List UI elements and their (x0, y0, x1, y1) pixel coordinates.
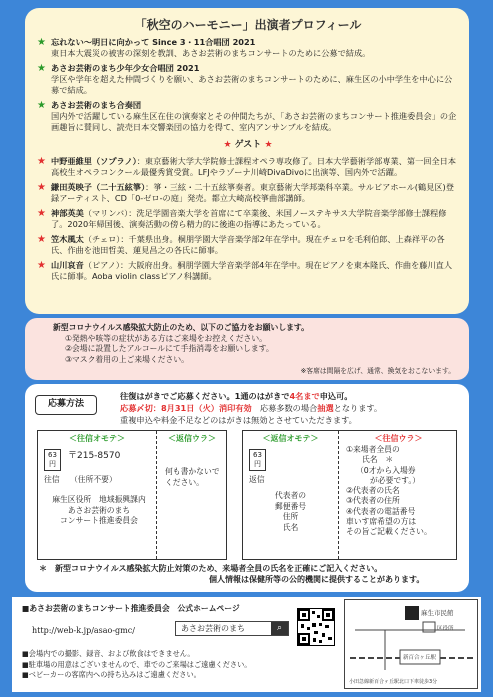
postcard-header: ＜往信オモテ＞ (69, 434, 125, 443)
group-name: あさお芸術のまち合奏団 (51, 100, 142, 110)
profile-panel (25, 8, 469, 314)
card-divider (338, 431, 339, 559)
apply-deadline: 応募〆切：8月31日（火）消印有効 (120, 403, 252, 413)
postcard-to: 返信 (249, 475, 265, 484)
body-line: 住所 (282, 512, 299, 521)
body-line: 氏名 (282, 522, 299, 532)
footnote-line: ＊ 新型コロナウイルス感染拡大防止対策のため、来場者全員の氏名を正確にご記入ください。 (39, 564, 383, 573)
guest-desc: （マリンバ）：洗足学園音楽大学を首席にて卒業後、米国ノーステキサス大学院音楽学部修士課程修了。2020年帰国後、演奏活動の傍ら精力的に後進の指導にあたっている。 (51, 208, 447, 229)
body-line: ④代表者の電話番号 (346, 506, 416, 516)
star-icon: ★ (37, 260, 46, 271)
group-name: 忘れない～明日に向かって Since 3・11合唱団 2021 (51, 37, 256, 47)
guest-entry (37, 260, 459, 282)
body-line: 車いす席希望の方は (346, 517, 417, 527)
qr-code-icon (297, 608, 335, 646)
search-icon[interactable]: ⌕ (271, 622, 288, 635)
star-icon: ★ (37, 182, 46, 193)
group-desc: 国内外で活躍している麻生区在住の演奏家とその仲間たちが、「あさお芸術のまちコンサート推進委員会」の企画趣旨に賛同し、読売日本交響楽団の協力を得て、室内アンサンブルを結成。 (51, 111, 457, 132)
apply-lottery: 抽選 (317, 403, 334, 413)
guest-name: 中野亜維里（ソプラノ） (51, 156, 137, 166)
star-icon: ★ (37, 234, 46, 245)
postcard-body: 何も書かないでください。 (165, 467, 220, 487)
body-line: その旨ご記載ください。 (346, 527, 432, 537)
map-note: 小田急線新百合ヶ丘駅北口下車徒歩3分 (349, 679, 438, 685)
profile-title: 「秋空のハーモニー」出演者プロフィール (134, 18, 362, 32)
group-desc: 東日本大震災の被害の深刻を教訓、あさお芸術のまちコンサートのために公募で結成。 (51, 48, 371, 58)
star-icon: ★ (223, 140, 232, 150)
search-input[interactable]: あさお芸術のまち (181, 624, 245, 633)
guest-desc: （ピアノ）：大阪府出身。桐朋学園大学音楽学部4年在学中。現在ピアノを東本隆氏、作曲を藤川直人氏に師事。Aoba violin classピアノ科講師。 (51, 260, 453, 281)
notice-item: ①発熱や咳等の症状がある方はご来場をお控えください。 (65, 333, 267, 343)
group-desc: 学区や学年を超えた仲間づくりを願い、あさお芸術のまちコンサートのために、麻生区の小中学生を中心に公募で結成。 (51, 74, 453, 95)
application-label: 応募方法 (35, 395, 97, 415)
postcard-address (44, 495, 154, 527)
footnote-line: 個人情報は保健所等の公的機関に提供することがあります。 (209, 575, 425, 584)
notice-item: ②会場に設置したアルコールにて手指消毒をお願いします。 (65, 344, 274, 353)
body-line: 氏名 ＊ (362, 455, 394, 465)
apply-line1: 往復はがきでご応募ください。1通のはがきで (120, 391, 290, 401)
postcard-body (346, 445, 454, 538)
notice-footnote: ※客席は間隔を広げ、通常、換気をおこないます。 (300, 366, 455, 375)
application-panel (25, 384, 469, 592)
application-text (120, 390, 382, 426)
star-icon: ★ (37, 37, 46, 48)
body-line: ③代表者の住所 (346, 496, 400, 506)
postcard-body (243, 491, 338, 533)
star-icon: ★ (37, 208, 46, 219)
map-ward-label: 区役所 (437, 626, 454, 632)
footer-note: ■駐車場の用意はございませんので、車でのご来場はご遠慮ください。 (22, 659, 252, 669)
map-hall-label: 麻生市民館 (421, 609, 454, 617)
guest-entry (37, 208, 459, 230)
postal-note: （住所不要） (70, 475, 117, 484)
postcard-to: 往信 (44, 475, 60, 484)
guest-desc: （チェロ）：千葉県出身。桐朋学園大学音楽学部2年在学中。現在チェロを毛利伯郎、上森祥平の各氏、作曲を池田哲美、蓮見昌之の各氏に師事。 (51, 234, 445, 255)
apply-line3: 重複申込や料金不足などのはがきは無効とさせていただきます。 (120, 415, 357, 425)
notice-item: ③マスク着用の上ご来場ください。 (65, 354, 189, 364)
guest-heading (37, 137, 459, 150)
group-entry (37, 37, 459, 59)
body-line: が必要です。） (370, 475, 421, 485)
body-line: ②代表者の氏名 (346, 486, 400, 496)
guest-heading-text: ゲスト (234, 140, 262, 150)
homepage-url[interactable]: http://web-k.jp/asao-gmc/ (32, 626, 135, 635)
postcard-front (38, 431, 156, 559)
footer (12, 597, 481, 692)
address-line: コンサート推進委員会 (60, 516, 138, 525)
apply-deadline-tail: 応募多数の場合 (259, 403, 318, 413)
guest-name: 鎌田英映子（二十五絃箏） (51, 182, 146, 192)
body-line: 代表者の (274, 491, 307, 500)
group-entry (37, 100, 459, 133)
body-line: 郵便番号 (274, 501, 307, 511)
guest-name: 神部英美 (51, 208, 84, 218)
star-icon: ★ (264, 140, 273, 150)
guest-entry (37, 234, 459, 256)
guest-entry (37, 182, 459, 204)
guest-desc: ：東京藝術大学大学院修士課程オペラ専攻修了。日本大学藝術学部専業、第一回全日本高校生オペラコンクール最優秀賞受賞。LFJやラゾーナ川崎DivaDivoに出演等、国内外で活躍。 (51, 156, 457, 177)
notice-heading: 新型コロナウイルス感染拡大防止のため、以下のご協力をお願いします。 (53, 323, 309, 332)
group-name: あさお芸術のまち少年少女合唱団 2021 (51, 63, 200, 73)
guest-entry (37, 156, 459, 178)
postcard-reply-back (157, 431, 227, 559)
stamp-icon: 63円 (249, 449, 266, 471)
postcard-header: ＜返信ウラ＞ (168, 434, 216, 443)
star-icon: ★ (37, 156, 46, 167)
body-line: （0才から入場券 (356, 465, 416, 475)
guest-name: 笠木風太 (51, 234, 84, 244)
postcard-header: ＜返信オモテ＞ (262, 434, 319, 443)
body-line: ①来場者全員の (346, 445, 400, 454)
map-station-label: 新百合ヶ丘駅 (403, 655, 437, 661)
postcard-header: ＜往信ウラ＞ (374, 434, 423, 443)
footer-note: ■会場内での撮影、録音、および飲食はできません。 (22, 649, 195, 658)
star-icon: ★ (37, 63, 46, 74)
search-box[interactable] (175, 621, 289, 636)
guest-desc: ：箏・三絃・二十五絃箏奏者。東京藝術大学邦楽科卒業。サルビアホール(鶴見区)登録アーティスト、CD「0-ゼロ-の庭」発売。都立大崎高校箏曲部講師。 (51, 182, 454, 203)
postal-code: 〒215-8570 (68, 451, 121, 461)
guest-name: 山川哀音 (51, 260, 84, 270)
outgoing-postcard (37, 430, 227, 560)
address-line: あさお芸術のまち (67, 505, 131, 515)
access-map (344, 599, 478, 689)
application-footnote (39, 563, 424, 585)
apply-limit: 4名まで (289, 391, 320, 401)
apply-line1-tail: 申込可。 (319, 391, 353, 401)
address-line: 麻生区役所 地域振興課内 (52, 495, 146, 504)
reply-postcard (242, 430, 457, 560)
footer-note: ■ベビーカーの客席内への持ち込みはご遠慮ください。 (22, 670, 201, 679)
stamp-icon: 63円 (44, 449, 61, 471)
covid-notice (25, 318, 469, 380)
group-entry (37, 63, 459, 96)
apply-deadline-end: となります。 (333, 403, 383, 413)
footer-title: ■あさお芸術のまちコンサート推進委員会 公式ホームページ (22, 604, 240, 613)
star-icon: ★ (37, 100, 46, 111)
postcard-reply-front (243, 431, 338, 559)
footer-notes (22, 649, 251, 681)
postcard-outgoing-back (340, 431, 457, 559)
